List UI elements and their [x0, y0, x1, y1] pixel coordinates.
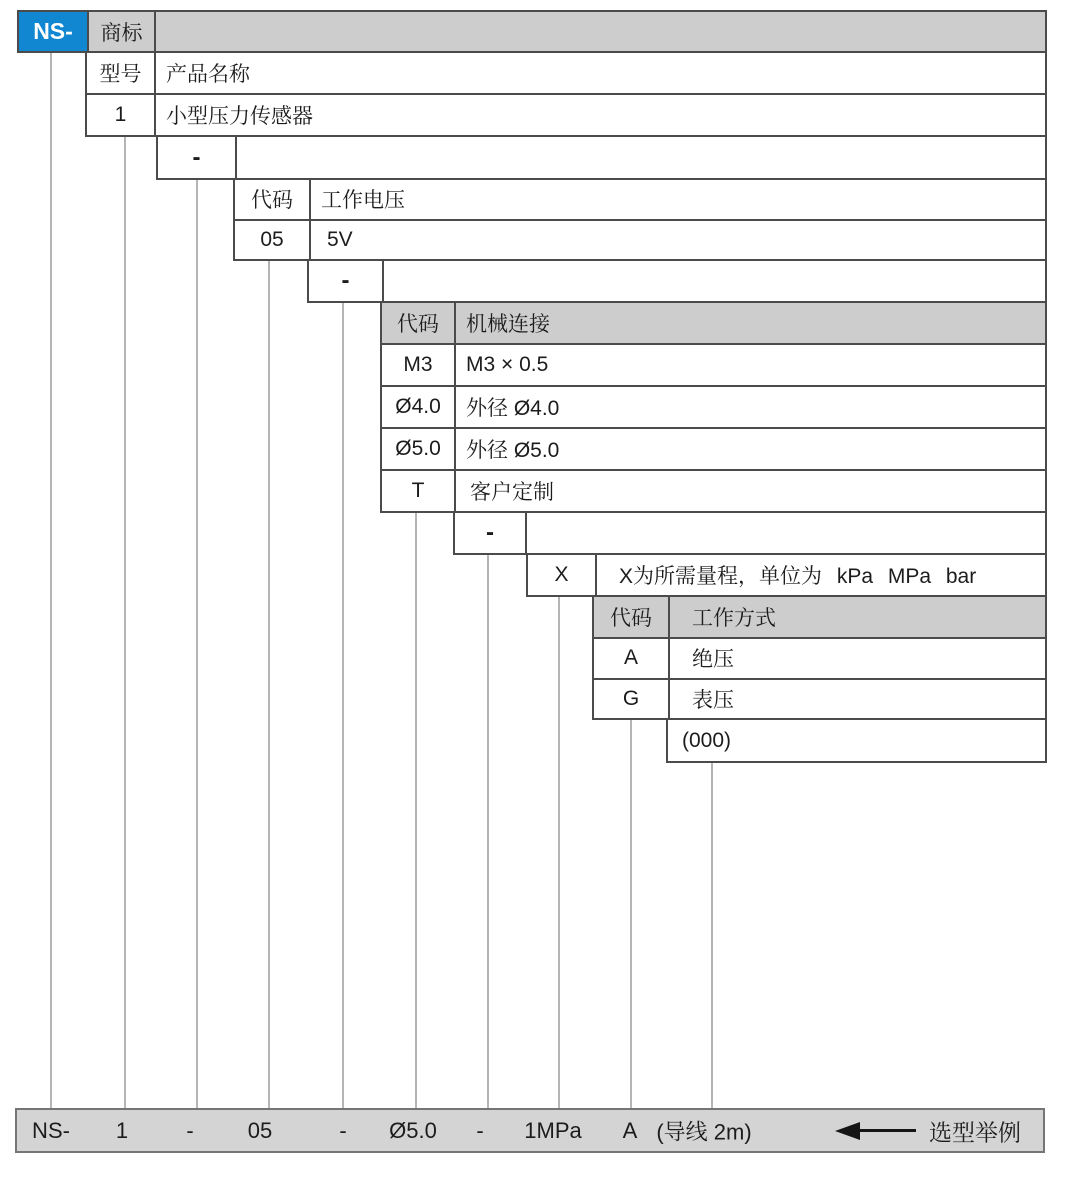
separator-spacer-3 — [525, 513, 1045, 553]
connector-line-brand — [50, 53, 52, 1108]
separator-dash-1: - — [192, 143, 201, 171]
mode-code-cell: G — [622, 686, 640, 710]
brand-code-cell: NS- — [19, 12, 87, 51]
range-code-cell: X — [554, 563, 569, 586]
model-table-header — [85, 53, 1047, 95]
mechanical-code-cell: Ø5.0 — [395, 437, 441, 460]
example-segment: - — [186, 1117, 194, 1143]
connector-line-mechanical — [415, 513, 417, 1108]
mechanical-code-cell: Ø4.0 — [395, 395, 441, 418]
voltage-table-header — [235, 180, 1045, 219]
mode-code-col-header: 代码 — [594, 597, 668, 637]
mechanical-code-cell: M3 — [403, 353, 433, 376]
mode-table-header — [594, 597, 1045, 637]
example-label: 选型举例 — [929, 1119, 1021, 1145]
mechanical-table-header — [382, 303, 1045, 343]
separator-row-3 — [453, 513, 1047, 555]
mechanical-table-row — [382, 343, 1045, 385]
separator-row-2 — [307, 261, 1047, 303]
separator-spacer-1 — [235, 137, 1045, 178]
example-segment: 1MPa — [524, 1117, 582, 1143]
mode-code-cell: A — [623, 646, 638, 670]
range-row — [526, 555, 1047, 597]
brand-header-row — [17, 10, 1047, 53]
voltage-code-col-header: 代码 — [251, 189, 293, 213]
separator-row-1 — [156, 137, 1047, 180]
note-row — [666, 720, 1047, 763]
example-code-bar — [15, 1108, 1045, 1153]
model-col-header: 型号 — [99, 63, 142, 86]
mode-desc-cell: 表压 — [668, 680, 1045, 718]
voltage-desc-col-header: 工作电压 — [309, 180, 1045, 219]
mechanical-desc-cell: 客户定制 — [454, 471, 1045, 511]
connector-line-separator-3 — [487, 555, 489, 1108]
connector-line-note — [711, 763, 713, 1108]
mechanical-code-col-header: 代码 — [382, 303, 454, 343]
arrow-head — [835, 1122, 860, 1140]
mode-table — [592, 597, 1047, 720]
model-code-cell: 1 — [114, 103, 127, 126]
example-segment: Ø5.0 — [389, 1117, 437, 1143]
mechanical-table-row — [382, 469, 1045, 511]
mechanical-desc-cell: 外径 Ø5.0 — [454, 429, 1045, 469]
voltage-desc-cell: 5V — [309, 221, 1045, 260]
mode-desc-col-header: 工作方式 — [668, 597, 1045, 637]
example-segment: 05 — [247, 1117, 273, 1143]
mechanical-table-row — [382, 427, 1045, 469]
connector-line-separator-1 — [196, 180, 198, 1108]
arrow-tail — [860, 1129, 916, 1132]
example-segment: NS- — [32, 1117, 70, 1143]
voltage-code-cell: 05 — [260, 227, 284, 251]
brand-label-cell: 商标 — [87, 12, 154, 51]
connector-line-voltage — [268, 261, 270, 1108]
brand-header-spacer — [154, 12, 1045, 51]
example-segment: 1 — [115, 1117, 129, 1143]
product-name-col-header: 产品名称 — [154, 53, 1045, 93]
separator-dash-3: - — [486, 519, 494, 546]
model-desc-cell: 小型压力传感器 — [154, 95, 1045, 135]
left-arrow-icon — [835, 1110, 916, 1151]
mechanical-table — [380, 303, 1047, 513]
connector-line-mode — [630, 720, 632, 1108]
mode-table-row — [594, 637, 1045, 677]
example-segment: A — [622, 1117, 638, 1143]
mode-desc-cell: 绝压 — [668, 639, 1045, 677]
example-segment: (导线 2m) — [656, 1119, 752, 1144]
connector-line-model — [124, 137, 126, 1108]
separator-spacer-2 — [382, 261, 1045, 301]
example-segment: - — [339, 1117, 347, 1143]
separator-dash-2: - — [341, 267, 350, 294]
voltage-table — [233, 180, 1047, 261]
mechanical-desc-cell: M3 × 0.5 — [454, 345, 1045, 385]
voltage-table-row — [235, 219, 1045, 260]
range-desc-cell: X为所需量程，单位为 kPa MPa bar — [595, 555, 1045, 595]
mechanical-desc-col-header: 机械连接 — [454, 303, 1045, 343]
connector-line-separator-2 — [342, 303, 344, 1108]
mechanical-table-row — [382, 385, 1045, 427]
note-cell: (000) — [682, 728, 732, 752]
connector-line-range — [558, 597, 560, 1108]
mechanical-code-cell: T — [411, 479, 425, 502]
example-segment: - — [476, 1117, 484, 1143]
mechanical-desc-cell: 外径 Ø4.0 — [454, 387, 1045, 427]
mode-table-row — [594, 678, 1045, 718]
model-table-row — [85, 95, 1047, 137]
